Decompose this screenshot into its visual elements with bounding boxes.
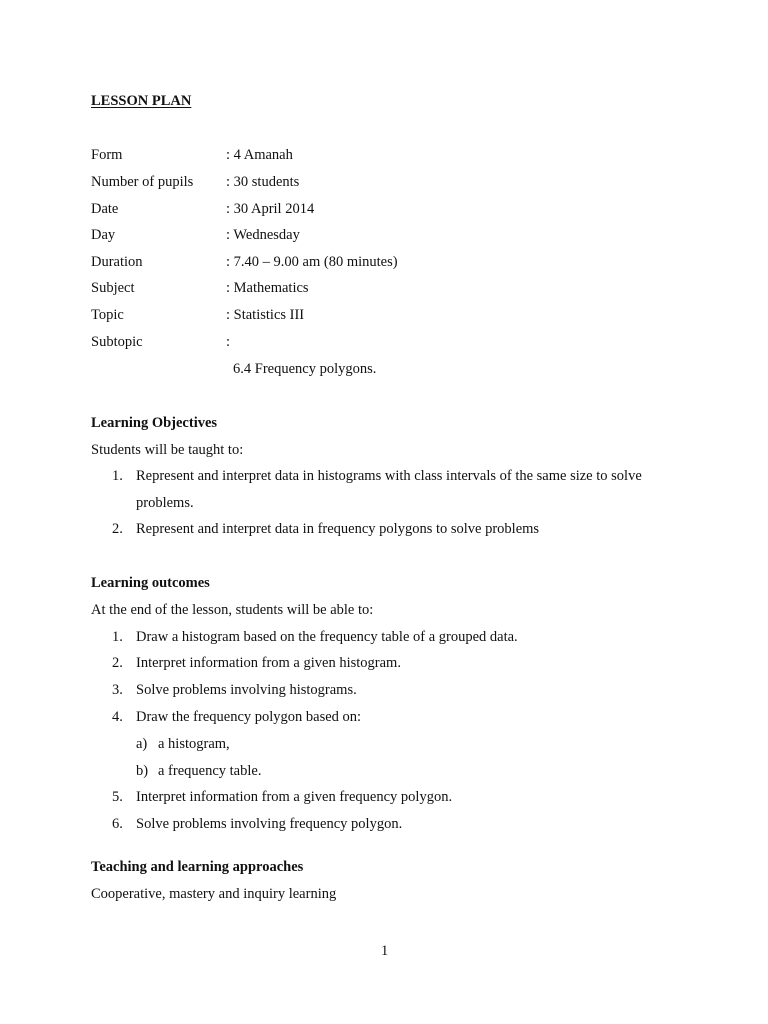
outcome-text: Interpret information from a given frequency polygon. — [136, 789, 453, 805]
document-title: LESSON PLAN — [91, 93, 192, 109]
outcome-number: 3. — [112, 682, 123, 698]
day-value: : Wednesday — [226, 227, 300, 243]
objective-text: Represent and interpret data in histograms with class intervals of the same size to solve — [136, 468, 642, 484]
outcome-subitem-letter: a) — [136, 736, 148, 752]
objective-text-continued: problems. — [136, 495, 194, 511]
learning-objectives-intro: Students will be taught to: — [91, 442, 244, 458]
approaches-heading: Teaching and learning approaches — [91, 859, 304, 875]
form-value: : 4 Amanah — [226, 147, 293, 163]
outcome-text: Interpret information from a given histogram. — [136, 655, 401, 671]
objective-number: 2. — [112, 521, 123, 537]
approaches-text: Cooperative, mastery and inquiry learning — [91, 886, 337, 902]
form-label: Form — [91, 147, 123, 163]
learning-outcomes-intro: At the end of the lesson, students will be able to: — [91, 602, 374, 618]
pupils-value: : 30 students — [226, 174, 300, 190]
outcome-number: 6. — [112, 816, 123, 832]
outcome-number: 1. — [112, 629, 123, 645]
subject-label: Subject — [91, 280, 135, 296]
pupils-label: Number of pupils — [91, 174, 194, 190]
date-label: Date — [91, 201, 119, 217]
outcome-subitem-letter: b) — [136, 763, 149, 779]
outcome-text: Solve problems involving frequency polygon. — [136, 816, 403, 832]
page-number: 1 — [381, 943, 389, 959]
outcome-subitem-text: a histogram, — [158, 736, 230, 752]
outcome-text: Solve problems involving histograms. — [136, 682, 357, 698]
outcome-text: Draw the frequency polygon based on: — [136, 709, 362, 725]
outcome-number: 2. — [112, 655, 123, 671]
outcome-text: Draw a histogram based on the frequency table of a grouped data. — [136, 629, 518, 645]
subtopic-detail: 6.4 Frequency polygons. — [233, 361, 377, 377]
outcome-number: 5. — [112, 789, 123, 805]
day-label: Day — [91, 227, 116, 243]
subtopic-label: Subtopic — [91, 334, 143, 350]
objective-text: Represent and interpret data in frequency polygons to solve problems — [136, 521, 540, 537]
duration-value: : 7.40 – 9.00 am (80 minutes) — [226, 254, 398, 270]
topic-value: : Statistics III — [226, 307, 305, 323]
outcome-subitem-text: a frequency table. — [158, 763, 262, 779]
date-value: : 30 April 2014 — [226, 201, 315, 217]
objective-number: 1. — [112, 468, 123, 484]
learning-outcomes-heading: Learning outcomes — [91, 575, 210, 591]
subtopic-value: : — [226, 334, 231, 350]
learning-objectives-heading: Learning Objectives — [91, 415, 218, 431]
duration-label: Duration — [91, 254, 143, 270]
subject-value: : Mathematics — [226, 280, 309, 296]
outcome-number: 4. — [112, 709, 123, 725]
topic-label: Topic — [91, 307, 124, 323]
